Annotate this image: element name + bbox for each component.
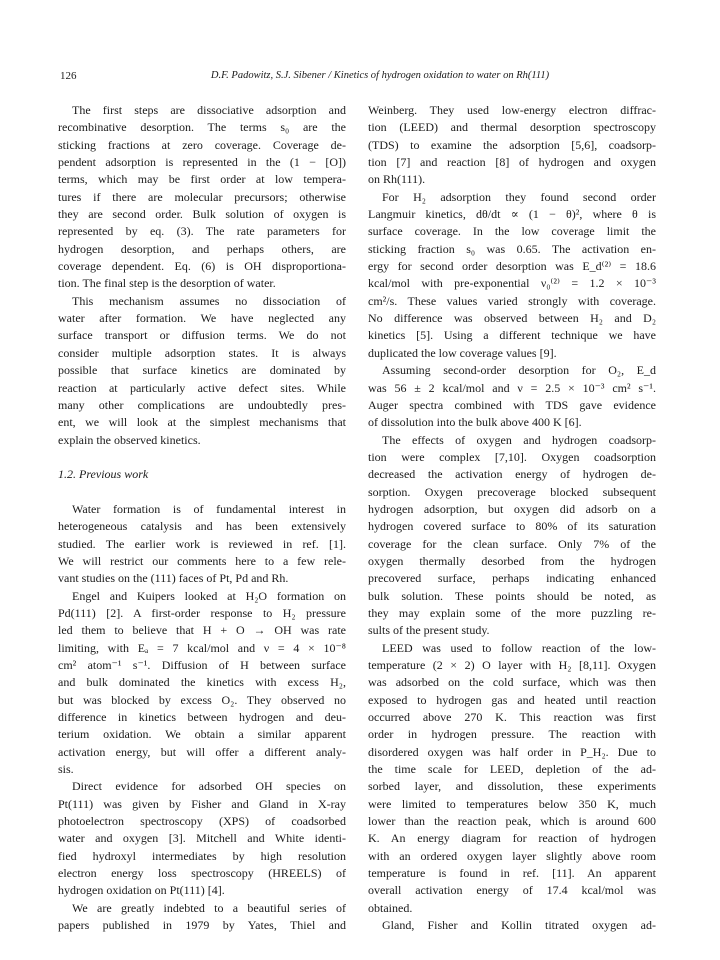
text-line: fied hydroxyl intermediates by high resolution: [58, 848, 346, 863]
text-line: hydrogen adsorption, but oxygen did adsorb on a: [368, 501, 656, 516]
text-line: many other complications are undoubtedly pres-: [58, 397, 346, 412]
text-line: K. An energy diagram for reaction of hydrogen: [368, 831, 656, 846]
text-line: tures if there are molecular precursors; otherwise: [58, 189, 346, 204]
text-line: photoelectron spectroscopy (XPS) of coadsorbed: [58, 814, 346, 829]
text-line: coverage dependent. Eq. (6) is OH disproportiona-: [58, 259, 346, 274]
spacer: [58, 449, 346, 466]
text-line: For H₂ adsorption they found second order: [382, 189, 656, 204]
text-line: hydrogen covered surface to 80% of its saturation: [368, 519, 656, 534]
text-line: Engel and Kuipers looked at H₂O formation on: [72, 588, 346, 603]
text-line: The first steps are dissociative adsorption and: [72, 103, 346, 117]
text-line: Water formation is of fundamental interest in: [72, 501, 346, 516]
text-line: sorption. Oxygen precoverage blocked subsequent: [368, 484, 656, 499]
text-line: papers published in 1979 by Yates, Thiel and: [58, 918, 346, 933]
text-line: Pd(111) [2]. A first-order response to H₂ pressure: [58, 605, 346, 620]
text-line: and bulk dominated the kinetics with excess H₂,: [58, 675, 346, 690]
text-line: ergy for second order desorption was E_d⁽²⁾ = 18.6: [368, 259, 656, 274]
text-line: sorbed layer, and dissolution, these experiments: [368, 779, 656, 794]
text-line: terms, which may be first order at low tempera-: [58, 172, 346, 187]
text-line: was 56 ± 2 kcal/mol and ν = 2.5 × 10⁻³ cm² s⁻¹.: [368, 380, 656, 395]
text-line: pendent adsorption is represented in the (1 − [O]): [58, 155, 346, 170]
text-line: duplicated the low coverage values [9].: [368, 345, 557, 360]
text-line: temperature is found in ref. [11]. An apparent: [368, 866, 656, 881]
text-line: We will restrict our comments here to a few rele-: [58, 553, 346, 568]
text-line: exposed to hydrogen gas and heated until reaction: [368, 692, 656, 707]
text-line: water and oxygen [3]. Mitchell and White identi-: [58, 831, 346, 846]
text-line: but was blocked by excess O₂. They observed no: [58, 692, 346, 707]
right-column: [368, 102, 656, 935]
text-line: terium oxidation. We obtain a similar apparent: [58, 727, 346, 742]
text-line: surface coverage. In the low coverage limit the: [368, 224, 656, 239]
text-line: they may explain some of the more puzzling re-: [368, 605, 656, 620]
text-line: cm² atom⁻¹ s⁻¹. Diffusion of H between surface: [58, 658, 346, 672]
text-line: represented by eq. (3). The rate parameters for: [58, 224, 346, 239]
text-line: were limited to temperatures below 350 K, much: [368, 796, 656, 811]
text-line: LEED was used to follow reaction of the low-: [382, 640, 656, 655]
section-heading: 1.2. Previous work: [58, 467, 149, 482]
page-number: 126: [60, 70, 77, 82]
text-line: possible that surface kinetics are dominated by: [58, 363, 346, 378]
text-line: vant studies on the (111) faces of Pt, Pd and Rh.: [58, 571, 289, 586]
text-line: sticking fraction s₀ was 0.65. The activation en-: [368, 241, 656, 256]
text-line: We are greatly indebted to a beautiful series of: [72, 900, 346, 915]
text-line: overall activation energy of 17.4 kcal/mol was: [368, 883, 656, 898]
text-line: activation energy, but will offer a different analy-: [58, 744, 346, 759]
text-line: Auger spectra combined with TDS gave evidence: [368, 397, 656, 412]
text-line: cm²/s. These values varied strongly with coverage.: [368, 293, 656, 308]
text-line: Pt(111) was given by Fisher and Gland in X-ray: [58, 796, 346, 811]
text-line: water after formation. We have neglected any: [58, 311, 346, 326]
text-line: sults of the present study.: [368, 623, 490, 638]
text-line: hydrogen oxidation on Pt(111) [4].: [58, 883, 225, 898]
text-line: tion were complex [7,10]. Oxygen coadsorption: [368, 449, 656, 464]
text-line: heterogeneous catalysis and has been extensively: [58, 519, 346, 534]
left-column: [58, 102, 346, 935]
text-line: led them to believe that H + O → OH was rate: [58, 623, 346, 638]
text-line: bulk solution. These points should be noted, as: [368, 588, 656, 603]
text-line: Gland, Fisher and Kollin titrated oxygen ad-: [382, 918, 656, 933]
text-line: hydrogen desorption, and perhaps others, are: [58, 241, 346, 256]
text-line: tion (LEED) and thermal desorption spectroscopy: [368, 120, 656, 135]
text-line: decreased the activation energy of hydrogen de-: [368, 467, 656, 482]
text-line: No difference was observed between H₂ and D₂: [368, 311, 656, 326]
text-line: they are second order. Bulk solution of oxygen is: [58, 207, 346, 222]
text-line: tion [7] and reaction [8] of hydrogen and oxygen: [368, 155, 656, 170]
text-line: of dissolution into the bulk above 400 K [6].: [368, 415, 582, 430]
text-line: Direct evidence for adsorbed OH species on: [72, 779, 346, 794]
running-head: D.F. Padowitz, S.J. Sibener / Kinetics of hydrogen oxidation to water on Rh(111): [210, 70, 550, 81]
text-line: studied. The earlier work is reviewed in ref. [1].: [58, 536, 346, 551]
text-line: tion. The final step is the desorption of water.: [58, 276, 276, 291]
text-line: explain the observed kinetics.: [58, 432, 201, 447]
text-line: sticking fractions at zero coverage. Coverage de-: [58, 137, 346, 152]
text-line: (TDS) to examine the adsorption [5,6], coadsorp-: [368, 137, 656, 152]
text-line: precovered surface, perhaps indicating enhanced: [368, 571, 656, 586]
text-line: consider multiple adsorption states. It is always: [58, 345, 346, 360]
text-line: ent, we will look at the simplest mechanisms that: [58, 415, 346, 430]
text-line: the time scale for LEED, depletion of the ad-: [368, 762, 656, 777]
text-line: was adsorbed on the cold surface, which was then: [368, 675, 656, 690]
text-line: limiting, with Eₐ = 7 kcal/mol and ν = 4 × 10⁻⁸: [58, 640, 346, 655]
text-line: coverage for the clean surface. Only 7% of the: [368, 536, 656, 551]
text-line: lower than the reaction peak, which is around 600: [368, 814, 656, 829]
text-line: surface transport or diffusion terms. We do not: [58, 328, 346, 343]
text-line: with an ordered oxygen layer slightly above room: [368, 848, 656, 863]
text-line: This mechanism assumes no dissociation of: [72, 293, 346, 308]
text-line: electron energy loss spectroscopy (HREELS) of: [58, 866, 346, 881]
text-line: kinetics [5]. Using a different technique we have: [368, 328, 656, 343]
text-line: Langmuir kinetics, dθ/dt ∝ (1 − θ)², where θ is: [368, 207, 656, 222]
text-line: kcal/mol with pre-exponential ν₀⁽²⁾ = 1.2 × 10⁻³: [368, 276, 656, 291]
text-line: order in hydrogen pressure. The reaction with: [368, 727, 656, 742]
text-line: temperature (2 × 2) O layer with H₂ [8,11]. Oxygen: [368, 658, 656, 672]
text-line: obtained.: [368, 900, 413, 915]
text-line: Weinberg. They used low-energy electron diffrac-: [368, 103, 656, 117]
spacer: [58, 484, 346, 501]
text-line: Assuming second-order desorption for O₂, E_d: [382, 363, 656, 378]
text-line: occurred above 270 K. This reaction was first: [368, 710, 656, 725]
text-line: on Rh(111).: [368, 172, 426, 187]
text-line: reaction at particularly active defect sites. While: [58, 380, 346, 395]
text-line: The effects of oxygen and hydrogen coadsorp-: [382, 432, 656, 447]
text-line: sis.: [58, 762, 74, 777]
text-line: recombinative desorption. The terms s₀ are the: [58, 120, 346, 135]
text-line: disordered oxygen was half order in P_H₂. Due to: [368, 744, 656, 759]
text-line: difference in kinetics between hydrogen and deu-: [58, 710, 346, 725]
text-line: oxygen thermally desorbed from the hydrogen: [368, 553, 656, 568]
